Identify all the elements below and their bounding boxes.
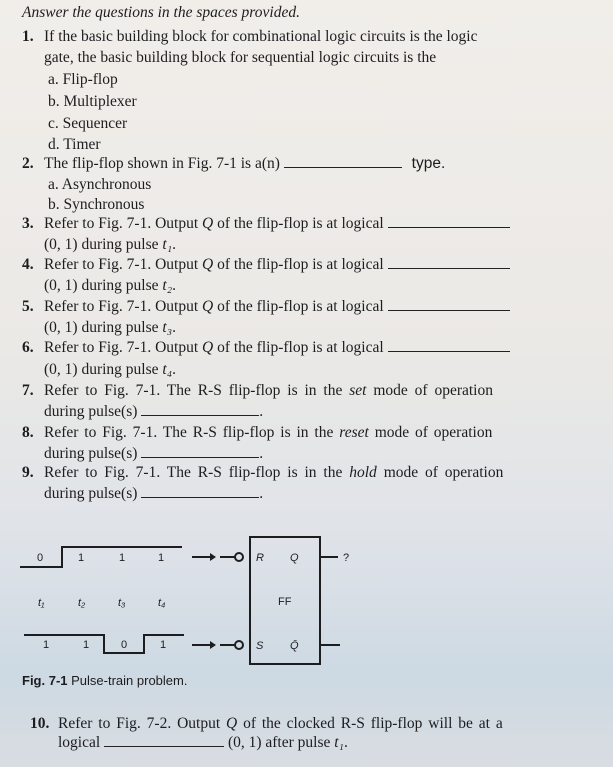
option-b: b. Multiplexer xyxy=(48,93,137,110)
option-a: a. Asynchronous xyxy=(48,176,152,193)
q-symbol: Q xyxy=(202,256,214,273)
s-value: 1 xyxy=(83,639,90,651)
question-text: during pulse(s) xyxy=(44,403,138,420)
question-text: of the flip-flop is at logical xyxy=(217,256,384,273)
caption-text: Pulse-train problem. xyxy=(71,673,188,688)
time-symbol: t₁ xyxy=(162,236,173,253)
r-value: 1 xyxy=(78,552,85,564)
option-d: d. Timer xyxy=(48,136,101,153)
q-symbol: Q xyxy=(202,215,214,232)
q-output-unknown: ? xyxy=(343,552,350,564)
question-number: 3. xyxy=(22,215,34,232)
caption-number: Fig. 7-1 xyxy=(22,673,68,688)
question-text: (0, 1) during pulse xyxy=(44,236,159,253)
question-text: (0, 1) during pulse xyxy=(44,277,159,294)
question-number: 2. xyxy=(22,155,34,172)
figure-caption xyxy=(22,673,187,688)
time-symbol: t₂ xyxy=(162,277,173,294)
ff-label: FF xyxy=(278,596,292,608)
s-invert-bubble xyxy=(235,641,243,649)
question-text: of the flip-flop is at logical xyxy=(217,215,384,232)
time-label: t₂ xyxy=(78,597,86,609)
time-label: t₁ xyxy=(38,597,45,609)
q-symbol: Q xyxy=(202,339,214,356)
time-label: t₄ xyxy=(158,597,166,609)
question-text: logical xyxy=(58,734,101,751)
question-text: mode of operation xyxy=(373,382,493,399)
question-text: Refer to Fig. 7-1. The R-S flip-flop is in the xyxy=(44,424,334,441)
mode-term: reset xyxy=(339,424,369,441)
option-a: a. Flip-flop xyxy=(48,71,118,88)
question-text: Refer to Fig. 7-2. Output xyxy=(58,715,221,732)
question-text: during pulse(s) xyxy=(44,485,138,502)
time-label: t₃ xyxy=(118,597,126,609)
r-value: 1 xyxy=(119,552,126,564)
question-text: Refer to Fig. 7-1. The R-S flip-flop is in the xyxy=(44,464,343,481)
r-value: 1 xyxy=(158,552,165,564)
mode-term: set xyxy=(349,382,367,399)
question-text: Refer to Fig. 7-1. Output xyxy=(44,256,199,273)
question-number: 9. xyxy=(22,464,34,481)
question-text: of the flip-flop is at logical xyxy=(217,339,384,356)
question-text: The flip-flop shown in Fig. 7-1 is a(n) xyxy=(44,155,280,172)
q-label: Q xyxy=(290,552,299,564)
question-text: of the flip-flop is at logical xyxy=(217,298,384,315)
question-number: 5. xyxy=(22,298,34,315)
s-value: 0 xyxy=(121,639,128,651)
question-text: Refer to Fig. 7-1. Output xyxy=(44,298,199,315)
instructions: Answer the questions in the spaces provided. xyxy=(22,4,300,21)
question-number: 8. xyxy=(22,424,34,441)
question-text: mode of operation xyxy=(383,464,504,481)
question-text: Refer to Fig. 7-1. Output xyxy=(44,339,199,356)
arrow-icon xyxy=(210,553,216,561)
arrow-icon xyxy=(210,641,216,649)
question-text: of the clocked R-S flip-flop will be at a xyxy=(243,715,503,732)
time-symbol: t₄ xyxy=(162,361,173,378)
question-number: 10. xyxy=(30,715,50,732)
s-value: 1 xyxy=(160,639,167,651)
answer-blank[interactable] xyxy=(104,734,224,747)
question-text: type. xyxy=(411,155,446,172)
question-text: Refer to Fig. 7-1. Output xyxy=(44,215,199,232)
qbar-label: Q̄ xyxy=(290,640,299,652)
q-symbol: Q xyxy=(226,715,238,732)
question-number: 7. xyxy=(22,382,34,399)
worksheet-page: Answer the questions in the spaces provided. 1. If the basic building block for combinational logic circuits is the logic gate, the basic building block for sequential logic circuits is the a. Flip-flop b. Multiplexer c. Sequencer d. Timer 2. The flip-flop shown in Fig. 7-1 is a(n) type. a. Asynchronous b. Synchronous 3. Refer to Fig. 7-1. Output Q of the flip-flop is at logical (0, 1) during pulse t₁. 4. Refer to Fig. 7-1. Output Q of the flip-flop is at logical (0, 1) during pulse t₂. 5. Refer to Fig. 7-1. Output Q of the flip-flop is at logical (0, 1) during pulse t₃. 6. Refer to Fig. 7-1. Output Q of the flip-flop is at logical (0, 1) during pulse t₄. 7. Refer to Fig. 7-1. The R-S flip-flop is in the set mode of operation during pulse(s) . 8. Refer to Fig. 7-1. The R-S flip-flop is in the reset mode of operation during pulse(s) . 9. Refer to Fig. 7-1. The R-S flip-flop is in the hold mode of operation during pulse(s) . 0 1 1 1 t₁ t₂ t₃ t₄ 1 1 0 1 R S Q Q̄ FF ? Fig. 7-1 Pulse-train problem. 10. Refer to Fig. 7-2. Output Q of the clocked R-S flip-flop will be at a logical (0, 1) after pulse t₁. xyxy=(0,0,613,767)
s-label: S xyxy=(256,640,264,652)
option-b: b. Synchronous xyxy=(48,196,145,213)
mode-term: hold xyxy=(349,464,377,481)
r-invert-bubble xyxy=(235,553,243,561)
r-label: R xyxy=(256,552,264,564)
question-text: during pulse(s) xyxy=(44,445,138,462)
r-value: 0 xyxy=(37,552,44,564)
question-text: (0, 1) after pulse xyxy=(227,734,331,751)
question-text: (0, 1) during pulse xyxy=(44,361,159,378)
question-number: 4. xyxy=(22,256,34,273)
question-number: 1. xyxy=(22,28,34,45)
question-number: 6. xyxy=(22,339,34,356)
question-text: (0, 1) during pulse xyxy=(44,319,159,336)
question-text: gate, the basic building block for sequential logic circuits is the xyxy=(44,49,437,66)
time-symbol: t₃ xyxy=(162,319,173,336)
question-text: If the basic building block for combinational logic circuits is the logic xyxy=(44,28,478,45)
question-text: Refer to Fig. 7-1. The R-S flip-flop is in the xyxy=(44,382,343,399)
question-text: mode of operation xyxy=(374,424,493,441)
q-symbol: Q xyxy=(202,298,214,315)
s-value: 1 xyxy=(43,639,50,651)
time-symbol: t₁ xyxy=(334,734,344,751)
option-c: c. Sequencer xyxy=(48,115,128,132)
